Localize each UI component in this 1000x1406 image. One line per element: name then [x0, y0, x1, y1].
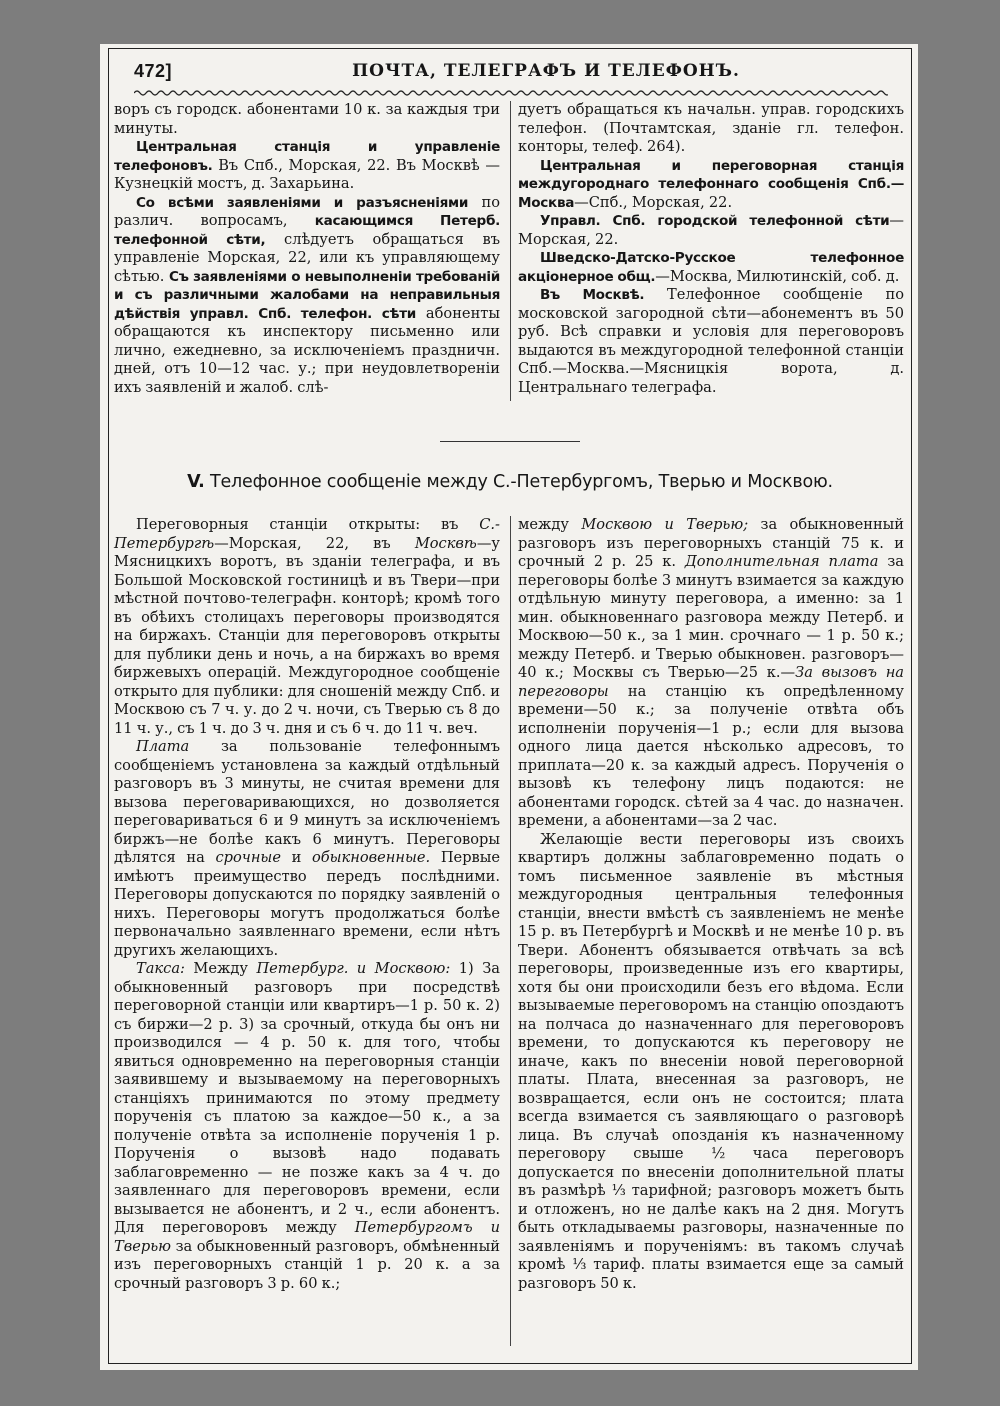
- book-page: [100, 44, 918, 1370]
- paragraph: воръ съ городск. абонентами 10 к. за каждыя три минуты.: [114, 101, 500, 137]
- column-divider: [510, 516, 511, 1346]
- main-right-column: [518, 516, 904, 1293]
- paragraph: Со всѣми заявленіями и разъясненіями по различ. вопросамъ, касающимся Петерб. телефонной сѣти, слѣдуетъ обращаться въ управленіе Морская, 22, или къ управляющему сѣтью. Съ заявленіями о невыполненіи требованій и съ различными жалобами на неправильныя дѣйствія управл. Спб. телефон. сѣти абоненты обращаются къ инспектору письменно или лично, ежедневно, за исключеніемъ праздничн. дней, отъ 10—12 час. у.; при неудовлетвореніи ихъ заявленій и жалоб. слѣ-: [114, 193, 501, 396]
- running-header: [134, 61, 888, 89]
- paragraph: Плата за пользованіе телефоннымъ сообщеніемъ установлена за каждый отдѣльный разговоръ въ 3 минуты, не считая времени для вызова переговаривающихся, но дозволяется переговариваться 6 и 9 минутъ за исключеніемъ биржъ—не болѣе какъ 6 минутъ. Переговоры дѣлятся на срочные и обыкновенные. Первые имѣютъ преимущество передъ послѣдними. Переговоры допускаются по порядку заявленій о нихъ. Переговоры могутъ продолжаться болѣе первоначально заявленнаго времени, если нѣтъ другихъ желающихъ.: [114, 738, 500, 959]
- section-separator: [440, 441, 580, 442]
- top-right-column: [518, 101, 904, 397]
- top-left-column: [114, 101, 500, 397]
- paragraph: дуетъ обращаться къ начальн. управ. городскихъ телефон. (Почтамтская, зданіе гл. телефон. конторы, телеф. 264).: [518, 101, 904, 155]
- header-wavy-rule: [134, 89, 888, 97]
- paragraph: Въ Москвѣ. Телефонное сообщеніе по московской загородной сѣти—абонементъ въ 50 руб. Всѣ справки и условія для переговоровъ выдаются въ междугородной телефонной станціи Спб.—Москва.—Мясницкія ворота, д. Центральнаго телеграфа.: [518, 286, 904, 396]
- paragraph: Центральная станція и управленіе телефоновъ. Въ Спб., Морская, 22. Въ Москвѣ — Кузнецкій мостъ, д. Захарьина.: [114, 139, 500, 192]
- header-title: ПОЧТА, ТЕЛЕГРАФЪ И ТЕЛЕФОНЪ.: [352, 61, 740, 81]
- paragraph: Переговорныя станціи открыты: въ С.-Петербургѣ—Морская, 22, въ Москвѣ—у Мясницкихъ воротъ, въ зданіи телеграфа, и въ Большой Московской гостиницѣ и въ Твери—при мѣстной почтово-телеграфн. конторѣ; кромѣ того въ обѣихъ столицахъ переговоры производятся на биржахъ. Станціи для переговоровъ открыты для публики день и ночь, а на биржахъ во время биржевыхъ операцій. Междугородное сообщеніе открыто для публики: для сношеній между Спб. и Москвою съ 7 ч. у. до 2 ч. ночи, съ Тверью съ 8 до 11 ч. у., съ 1 ч. до 3 ч. дня и съ 6 ч. до 11 ч. веч.: [114, 516, 500, 737]
- paragraph: Шведско-Датско-Русское телефонное акціонерное общ.—Москва, Милютинскій, соб. д.: [518, 250, 904, 285]
- paragraph: Желающіе вести переговоры изъ своихъ квартиръ должны заблаговременно подать о томъ письменное заявленіе въ мѣстныя междугородныя центральныя телефонныя станціи, внести вмѣстѣ съ заявленіемъ не менѣе 15 р. въ Петербургѣ и Москвѣ и не менѣе 10 р. въ Твери. Абонентъ обязывается отвѣчать за всѣ переговоры, произведенные изъ его квартиры, хотя бы они происходили безъ его вѣдома. Если вызываемые переговоромъ на станцію опоздаютъ на полчаса до назначеннаго для переговоровъ времени, то допускаются къ переговору не иначе, какъ по внесеніи новой переговорной платы. Плата, внесенная за разговоръ, не возвращается, если онъ не состоится; плата всегда взимается съ заявляющаго о разговорѣ лица. Въ случаѣ опозданія къ назначенному переговору свыше ½ часа переговоръ допускается по внесеніи дополнительной платы въ размѣрѣ ⅓ тарифной; разговоръ можетъ быть и отложенъ, но не далѣе какъ на 2 дня. Могутъ быть откладываемы разговоры, назначенные по заявленіямъ и порученіямъ: въ такомъ случаѣ кромѣ ⅓ тариф. платы взимается еще за самый разговоръ 50 к.: [518, 830, 904, 1292]
- paragraph: Центральная и переговорная станція междугороднаго телефоннаго сообщенія Спб.—Москва—Спб., Морская, 22.: [518, 157, 904, 211]
- page-number: 472]: [134, 61, 173, 81]
- section-heading: [120, 472, 900, 492]
- paragraph: Такса: Между Петербург. и Москвою: 1) За обыкновенный разговоръ при посредствѣ переговорной станціи или квартиръ—1 р. 50 к. 2) съ биржи—2 р. 3) за срочный, откуда бы онъ ни производился — 4 р. 50 к. для того, чтобы явиться одновременно на переговорныя станціи заявившему и вызываемому на переговорныхъ станціяхъ принимаются по этому предмету порученія съ платою за каждое—50 к., а за полученіе отвѣта за исполненіе порученія 1 р. Порученія о вызовѣ надо подавать заблаговременно — не позже какъ за 4 ч. до заявленнаго для переговоровъ времени, если вызывается не абонентъ, и 2 ч., если абонентъ. Для переговоровъ между Петербургомъ и Тверью за обыкновенный разговоръ, обмѣненный изъ переговорныхъ станцій 1 р. 20 к. а за срочный разговоръ 3 р. 60 к.;: [114, 960, 500, 1292]
- column-divider: [510, 101, 511, 401]
- section-number: V.: [187, 472, 205, 492]
- paragraph: между Москвою и Тверью; за обыкновенный разговоръ изъ переговорныхъ станцій 75 к. и срочный 2 р. 25 к. Дополнительная плата за переговоры болѣе 3 минутъ взимается за каждую отдѣльную минуту переговора, а именно: за 1 мин. обыкновеннаго разговора между Петерб. и Москвою—50 к., за 1 мин. срочнаго — 1 р. 50 к.; между Петерб. и Тверью обыкновен. разговоръ—40 к.; Москвы съ Тверью—25 к.—За вызовъ на переговоры на станцію къ опредѣленному времени—50 к.; за полученіе отвѣта объ исполненіи порученія—1 р.; если для вызова одного лица дается нѣсколько адресовъ, то приплата—20 к. за каждый адресъ. Порученія о вызовѣ къ телефону лицъ подаются: не абонентами городск. сѣтей за 4 час. до назначен. времени, а абонентами—за 2 час.: [518, 516, 905, 829]
- paragraph: Управл. Спб. городской телефонной сѣти—Морская, 22.: [518, 212, 904, 248]
- section-title: Телефонное сообщеніе между С.-Петербургомъ, Тверью и Москвою.: [204, 472, 833, 492]
- main-left-column: [114, 516, 500, 1293]
